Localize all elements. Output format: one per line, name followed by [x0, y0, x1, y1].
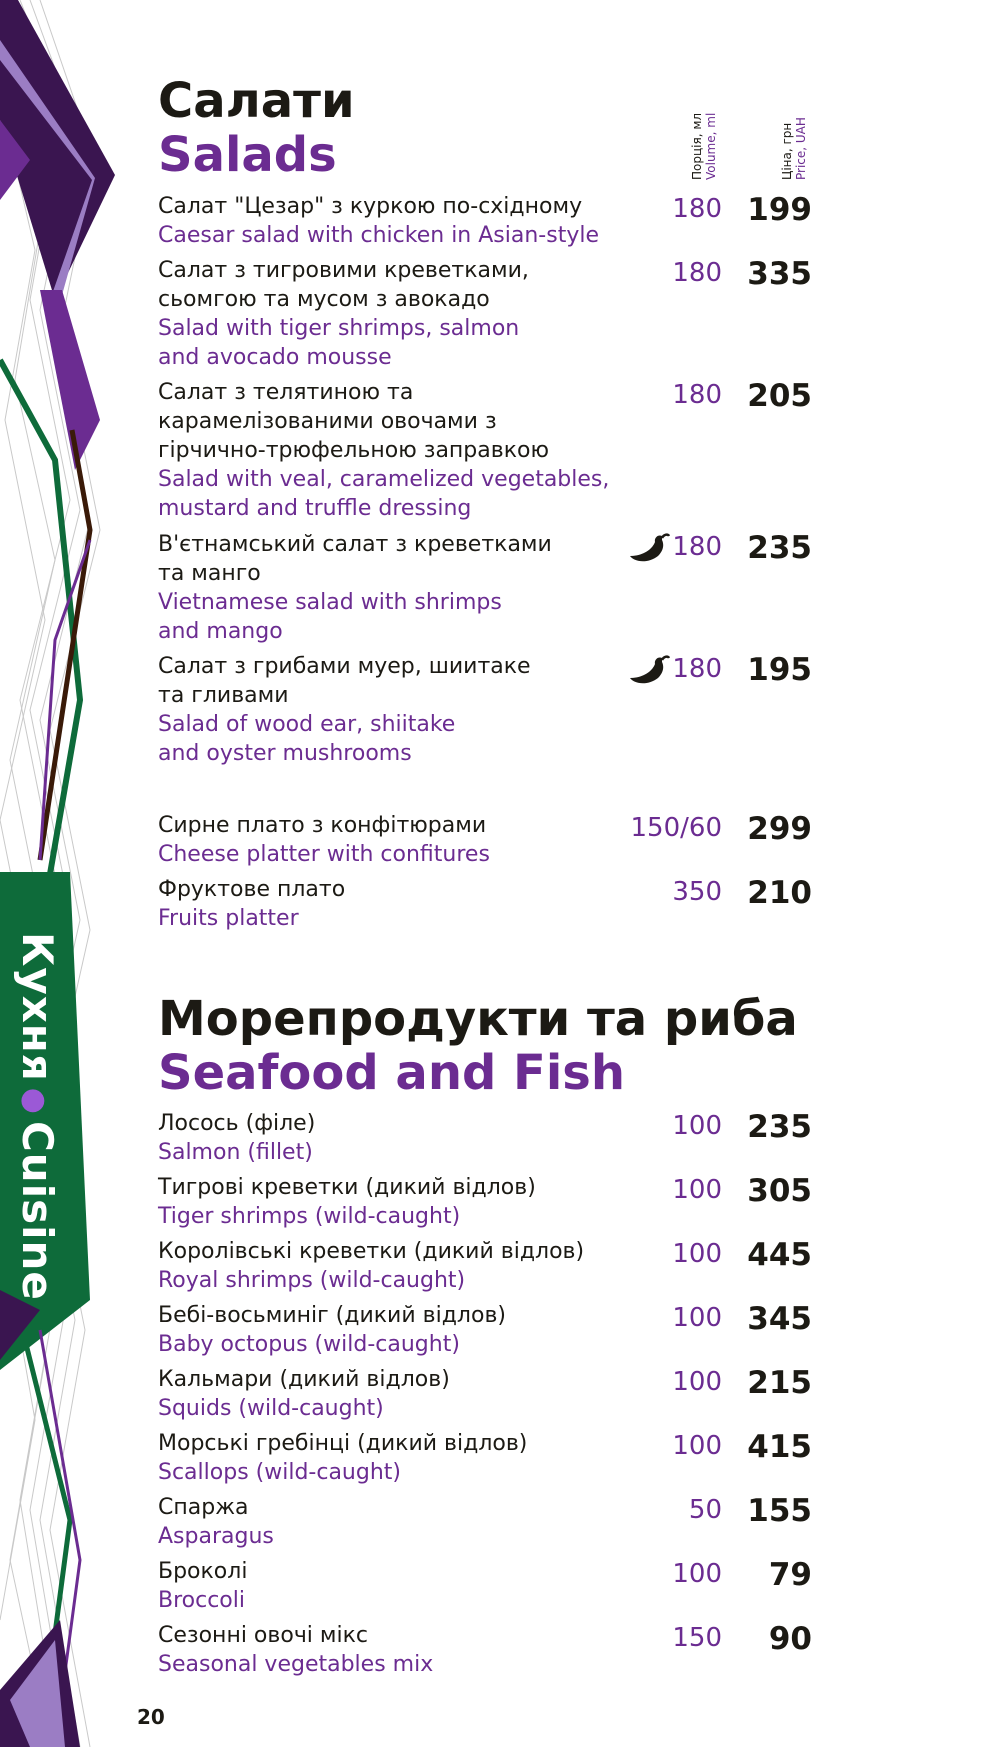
item-name-ua: Фруктове плато — [158, 877, 346, 902]
menu-item — [158, 256, 978, 372]
item-name-en: Baby octopus (wild-caught) — [158, 1332, 460, 1357]
menu-item — [158, 530, 978, 646]
item-name-en: Squids (wild-caught) — [158, 1396, 384, 1421]
item-name-en: Fruits platter — [158, 906, 299, 931]
side-tab-label: Кухня●Cuisine — [13, 932, 62, 1301]
item-price: 155 — [747, 1493, 812, 1529]
item-price: 199 — [747, 192, 812, 228]
item-name-ua: Сирне плато з конфітюрами — [158, 813, 487, 838]
menu-item — [158, 1365, 978, 1423]
item-name-en: Salad of wood ear, shiitake and oyster mushrooms — [158, 712, 456, 766]
item-volume: 100 — [672, 1431, 722, 1461]
menu-item — [158, 1493, 978, 1551]
menu-item — [158, 811, 978, 869]
item-price: 345 — [747, 1301, 812, 1337]
seafood-title-ua: Морепродукти та риба — [158, 991, 798, 1047]
menu-item — [158, 1301, 978, 1359]
item-volume: 180 — [672, 380, 722, 410]
salads-title-ua: Салати — [158, 73, 355, 129]
item-volume: 180 — [672, 654, 722, 684]
price-column-header: Ціна, грн Price, UAH — [780, 117, 808, 180]
item-price: 215 — [747, 1365, 812, 1401]
item-price: 335 — [747, 256, 812, 292]
item-price: 445 — [747, 1237, 812, 1273]
item-volume: 150/60 — [630, 813, 722, 843]
item-price: 79 — [768, 1557, 812, 1593]
menu-item — [158, 378, 978, 523]
item-price: 90 — [768, 1621, 812, 1657]
item-volume: 100 — [672, 1367, 722, 1397]
item-name-ua: Салат "Цезар" з куркою по-східному — [158, 194, 583, 219]
chili-pepper-icon — [628, 654, 670, 688]
item-volume: 100 — [672, 1175, 722, 1205]
item-name-en: Cheese platter with confitures — [158, 842, 490, 867]
item-name-en: Asparagus — [158, 1524, 274, 1549]
item-volume: 180 — [672, 194, 722, 224]
item-name-ua: Сезонні овочі мікс — [158, 1623, 369, 1648]
item-name-en: Broccoli — [158, 1588, 245, 1613]
item-name-ua: Королівські креветки (дикий відлов) — [158, 1239, 585, 1264]
item-name-ua: Тигрові креветки (дикий відлов) — [158, 1175, 536, 1200]
menu-item — [158, 1429, 978, 1487]
item-name-ua: Салат з грибами муер, шиитаке та гливами — [158, 654, 531, 708]
item-volume: 50 — [688, 1495, 722, 1525]
item-volume: 100 — [672, 1239, 722, 1269]
item-name-en: Scallops (wild-caught) — [158, 1460, 401, 1485]
page-number: 20 — [137, 1705, 165, 1729]
item-price: 205 — [747, 378, 812, 414]
item-price: 299 — [747, 811, 812, 847]
item-name-ua: Бебі-восьминіг (дикий відлов) — [158, 1303, 507, 1328]
item-name-ua: Лосось (філе) — [158, 1111, 316, 1136]
item-volume: 100 — [672, 1559, 722, 1589]
item-price: 235 — [747, 530, 812, 566]
item-name-en: Salad with veal, caramelized vegetables, mustard and truffle dressing — [158, 467, 610, 521]
seafood-title-en: Seafood and Fish — [158, 1045, 626, 1101]
item-volume: 150 — [672, 1623, 722, 1653]
item-name-ua: Броколі — [158, 1559, 248, 1584]
menu-item — [158, 652, 978, 768]
item-name-en: Tiger shrimps (wild-caught) — [158, 1204, 461, 1229]
item-name-en: Seasonal vegetables mix — [158, 1652, 434, 1677]
item-name-en: Salad with tiger shrimps, salmon and avocado mousse — [158, 316, 520, 370]
menu-item — [158, 1621, 978, 1679]
item-volume: 100 — [672, 1111, 722, 1141]
item-name-ua: Кальмари (дикий відлов) — [158, 1367, 450, 1392]
item-price: 415 — [747, 1429, 812, 1465]
item-volume: 180 — [672, 532, 722, 562]
chili-pepper-icon — [628, 532, 670, 566]
item-name-en: Vietnamese salad with shrimps and mango — [158, 590, 502, 644]
item-name-en: Salmon (fillet) — [158, 1140, 313, 1165]
volume-column-header: Порція, мл Volume, ml — [690, 112, 718, 180]
item-price: 235 — [747, 1109, 812, 1145]
item-volume: 350 — [672, 877, 722, 907]
item-volume: 100 — [672, 1303, 722, 1333]
item-name-ua: Морські гребінці (дикий відлов) — [158, 1431, 528, 1456]
item-name-ua: Салат з телятиною та карамелізованими овочами з гірчично-трюфельною заправкою — [158, 380, 549, 463]
item-name-ua: В'єтнамський салат з креветками та манго — [158, 532, 552, 586]
menu-item — [158, 1173, 978, 1231]
item-name-ua: Спаржа — [158, 1495, 249, 1520]
salads-title-en: Salads — [158, 127, 337, 183]
item-price: 210 — [747, 875, 812, 911]
menu-item — [158, 192, 978, 250]
item-volume: 180 — [672, 258, 722, 288]
item-name-en: Caesar salad with chicken in Asian-style — [158, 223, 599, 248]
menu-item — [158, 1237, 978, 1295]
menu-item — [158, 875, 978, 933]
menu-item — [158, 1109, 978, 1167]
item-name-en: Royal shrimps (wild-caught) — [158, 1268, 466, 1293]
item-name-ua: Салат з тигровими креветками, сьомгою та мусом з авокадо — [158, 258, 529, 312]
item-price: 305 — [747, 1173, 812, 1209]
item-price: 195 — [747, 652, 812, 688]
menu-item — [158, 1557, 978, 1615]
